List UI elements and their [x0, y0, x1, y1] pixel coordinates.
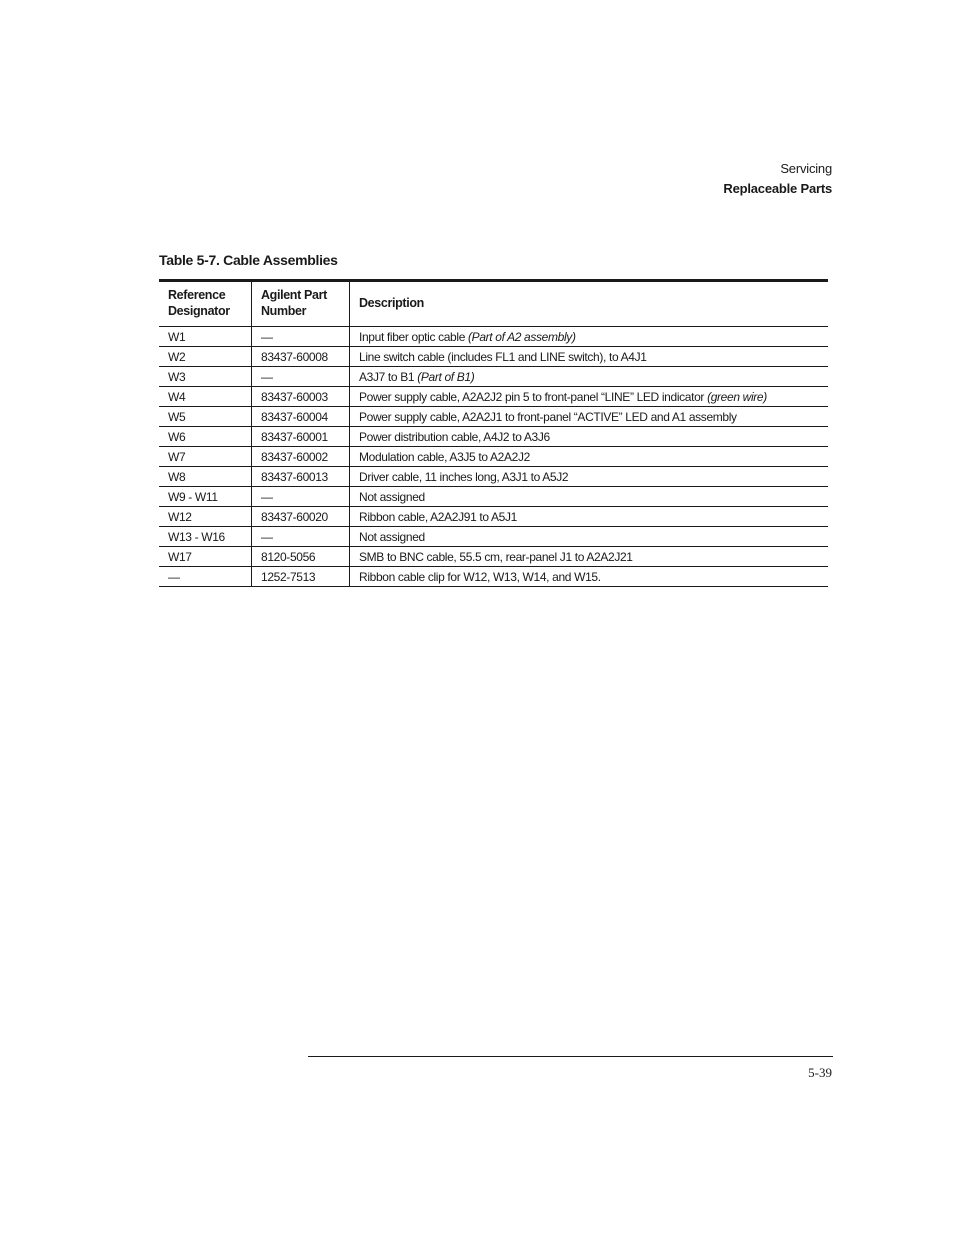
description-text: Ribbon cable, A2A2J91 to A5J1 [359, 509, 517, 524]
description-text: Modulation cable, A3J5 to A2A2J2 [359, 449, 530, 464]
cell-part-number: 83437-60001 [252, 427, 350, 447]
cell-part-number: 83437-60002 [252, 447, 350, 467]
table-header-row [159, 281, 828, 327]
cell-reference-designator: W2 [159, 347, 252, 367]
cell-part-number: 83437-60004 [252, 407, 350, 427]
footer-rule [308, 1056, 833, 1057]
cell-reference-designator: W4 [159, 387, 252, 407]
table-row [159, 387, 828, 407]
cell-description [350, 467, 829, 487]
table-row [159, 467, 828, 487]
cell-reference-designator: W5 [159, 407, 252, 427]
cell-description [350, 487, 829, 507]
description-text: Not assigned [359, 529, 425, 544]
table-row [159, 507, 828, 527]
cell-description [350, 387, 829, 407]
column-header-description [350, 281, 829, 327]
cell-description [350, 427, 829, 447]
running-header-section: Servicing [780, 161, 832, 176]
cell-part-number: 83437-60020 [252, 507, 350, 527]
table-row [159, 527, 828, 547]
description-text: SMB to BNC cable, 55.5 cm, rear-panel J1 to A2A2J21 [359, 549, 633, 564]
description-text: A3J7 to B1 [359, 369, 418, 384]
cell-reference-designator: W3 [159, 367, 252, 387]
description-text: Input fiber optic cable [359, 329, 469, 344]
cell-description [350, 447, 829, 467]
description-note: (Part of A2 assembly) [468, 329, 576, 344]
column-header-text: Reference [168, 288, 226, 302]
cell-part-number: 83437-60008 [252, 347, 350, 367]
cell-description [350, 527, 829, 547]
cell-description [350, 507, 829, 527]
table-row [159, 487, 828, 507]
table-row [159, 447, 828, 467]
column-header-text: Designator [168, 304, 230, 318]
column-header-part-number [252, 281, 350, 327]
cell-part-number: — [252, 487, 350, 507]
cell-description [350, 407, 829, 427]
column-header-reference-designator [159, 281, 252, 327]
cell-reference-designator: W1 [159, 327, 252, 347]
table-row [159, 367, 828, 387]
cell-part-number: 8120-5056 [252, 547, 350, 567]
cell-part-number: 83437-60013 [252, 467, 350, 487]
column-header-text: Number [261, 304, 307, 318]
cell-reference-designator: W9 - W11 [159, 487, 252, 507]
column-header-text: Agilent Part [261, 288, 327, 302]
description-note: (Part of B1) [417, 369, 475, 384]
cable-assemblies-table [159, 279, 828, 587]
cell-reference-designator: W12 [159, 507, 252, 527]
table-body [159, 327, 828, 587]
description-text: Line switch cable (includes FL1 and LINE switch), to A4J1 [359, 349, 647, 364]
cell-reference-designator: W6 [159, 427, 252, 447]
cell-description [350, 367, 829, 387]
table-row [159, 567, 828, 587]
description-text: Ribbon cable clip for W12, W13, W14, and W15. [359, 569, 601, 584]
running-header-chapter: Replaceable Parts [723, 181, 832, 196]
column-header-text: Description [359, 296, 424, 310]
cell-part-number: — [252, 367, 350, 387]
table-row [159, 407, 828, 427]
cell-reference-designator: W8 [159, 467, 252, 487]
description-text: Power supply cable, A2A2J1 to front-panel “ACTIVE” LED and A1 assembly [359, 409, 737, 424]
cell-reference-designator: — [159, 567, 252, 587]
cell-reference-designator: W17 [159, 547, 252, 567]
cell-reference-designator: W7 [159, 447, 252, 467]
table-row [159, 327, 828, 347]
description-text: Not assigned [359, 489, 425, 504]
cell-reference-designator: W13 - W16 [159, 527, 252, 547]
cell-part-number: — [252, 327, 350, 347]
cell-description [350, 547, 829, 567]
cell-part-number: — [252, 527, 350, 547]
cell-description [350, 567, 829, 587]
cell-part-number: 1252-7513 [252, 567, 350, 587]
table-row [159, 427, 828, 447]
description-text: Driver cable, 11 inches long, A3J1 to A5J2 [359, 469, 569, 484]
description-text: Power distribution cable, A4J2 to A3J6 [359, 429, 550, 444]
cell-description [350, 327, 829, 347]
cell-part-number: 83437-60003 [252, 387, 350, 407]
cell-description [350, 347, 829, 367]
table-caption: Table 5-7. Cable Assemblies [159, 252, 338, 268]
description-note: (green wire) [707, 389, 767, 404]
page-number: 5-39 [808, 1065, 832, 1080]
table-row [159, 547, 828, 567]
description-text: Power supply cable, A2A2J2 pin 5 to front-panel “LINE” LED indicator [359, 389, 708, 404]
table-row [159, 347, 828, 367]
